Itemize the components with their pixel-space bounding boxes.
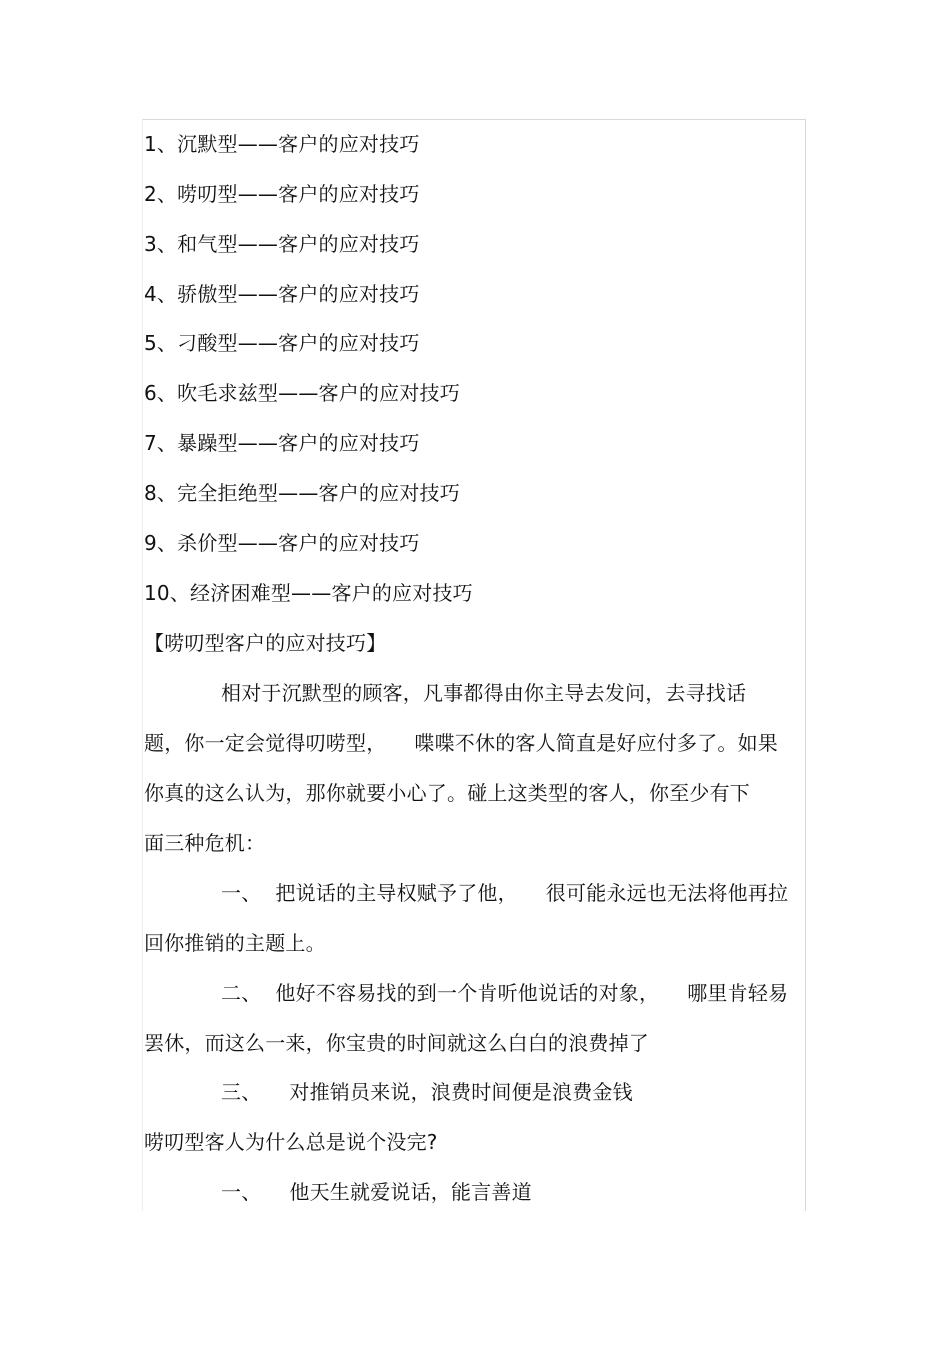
toc-item: 5、刁酸型——客户的应对技巧 xyxy=(144,331,420,355)
text-run: 对推销员来说，浪费时间便是浪费金钱 xyxy=(289,1080,633,1104)
paragraph-line: 罢休，而这么一来，你宝贵的时间就这么白白的浪费掉了 xyxy=(144,1031,649,1055)
list-number: 二、 xyxy=(221,981,262,1005)
toc-item: 6、吹毛求兹型——客户的应对技巧 xyxy=(144,381,460,405)
text-run: 他天生就爱说话，能言善道 xyxy=(289,1180,532,1204)
question-line: 唠叨型客人为什么总是说个没完? xyxy=(144,1130,438,1154)
toc-item: 9、杀价型——客户的应对技巧 xyxy=(144,531,420,555)
crisis-item xyxy=(221,1079,633,1105)
text-run: 把说话的主导权赋予了他， xyxy=(275,881,518,905)
paragraph-line: 相对于沉默型的顾客，凡事都得由你主导去发问，去寻找话 xyxy=(221,681,747,705)
toc-item: 1、沉默型——客户的应对技巧 xyxy=(144,132,420,156)
toc-item: 10、经济困难型——客户的应对技巧 xyxy=(144,581,473,605)
paragraph-line: 回你推销的主题上。 xyxy=(144,931,326,955)
text-run: 他好不容易找的到一个肯听他说话的对象， xyxy=(275,981,660,1005)
list-number: 一、 xyxy=(221,881,262,905)
toc-item: 8、完全拒绝型——客户的应对技巧 xyxy=(144,481,460,505)
list-number: 一、 xyxy=(221,1180,262,1204)
crisis-item xyxy=(221,980,788,1006)
text-run: 喋喋不休的客人简直是好应付多了。如果 xyxy=(414,731,779,755)
paragraph-line xyxy=(144,730,778,756)
reason-item xyxy=(221,1179,532,1205)
text-run: 题，你一定会觉得叨唠型， xyxy=(144,731,387,755)
toc-item: 3、和气型——客户的应对技巧 xyxy=(144,232,420,256)
toc-item: 2、唠叨型——客户的应对技巧 xyxy=(144,182,420,206)
list-number: 三、 xyxy=(221,1080,262,1104)
section-heading: 【唠叨型客户的应对技巧】 xyxy=(144,631,387,655)
paragraph-line: 面三种危机： xyxy=(144,831,266,855)
text-run: 哪里肯轻易 xyxy=(687,981,789,1005)
toc-item: 7、暴躁型——客户的应对技巧 xyxy=(144,431,420,455)
paragraph-line: 你真的这么认为，那你就要小心了。碰上这类型的客人，你至少有下 xyxy=(144,781,750,805)
text-run: 很可能永远也无法将他再拉 xyxy=(545,881,789,905)
toc-item: 4、骄傲型——客户的应对技巧 xyxy=(144,282,420,306)
crisis-item xyxy=(221,880,788,906)
